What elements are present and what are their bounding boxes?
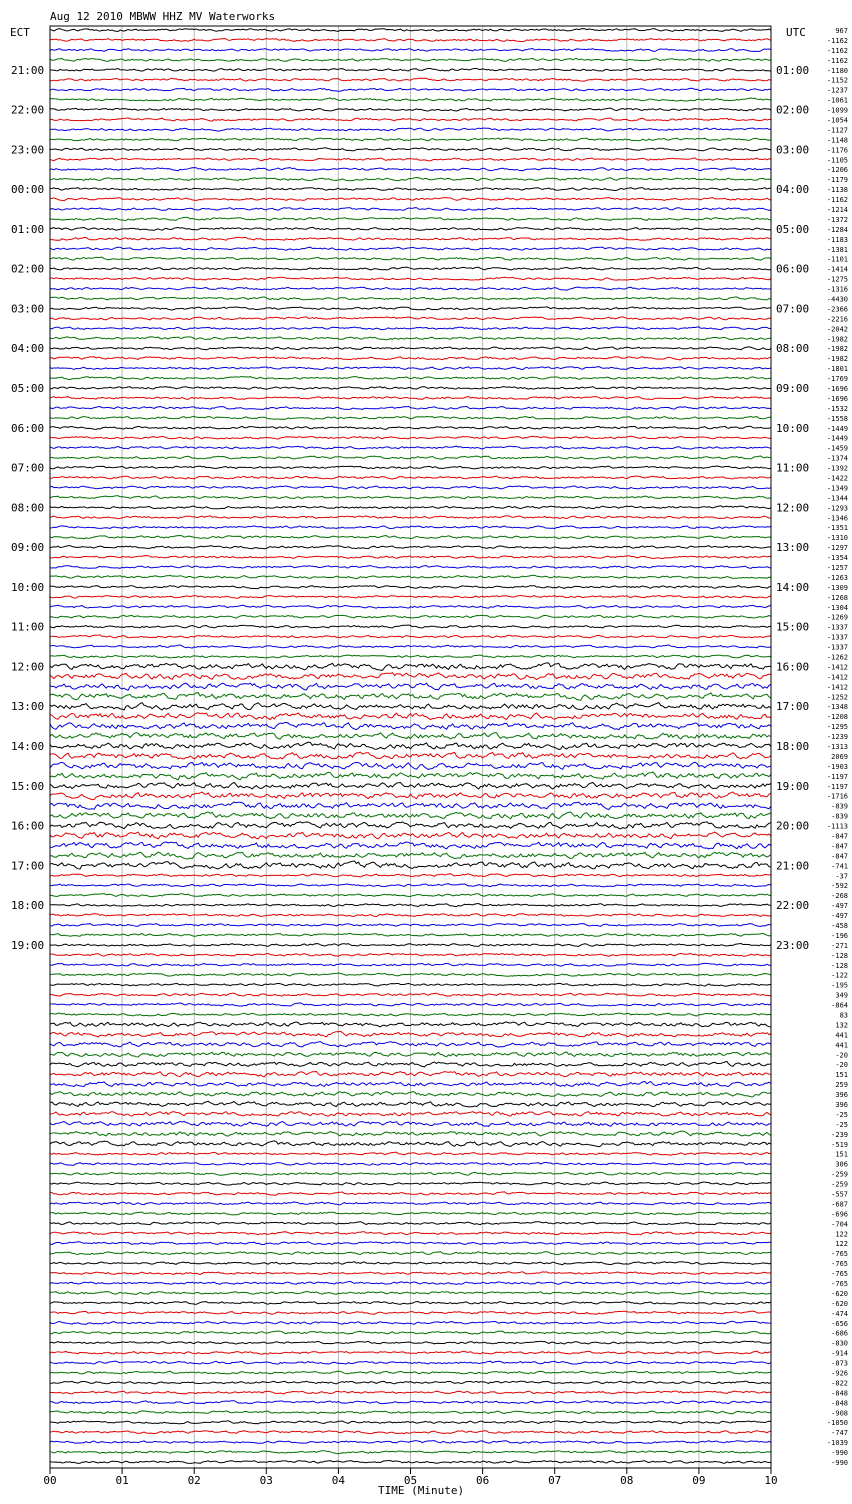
trace-offset-label: -1039 bbox=[826, 1439, 848, 1448]
trace-offset-label: -1148 bbox=[826, 136, 848, 145]
trace-offset-label: -1257 bbox=[826, 564, 848, 572]
trace-offset-label: -696 bbox=[831, 1210, 848, 1219]
right-hour-label: 15:00 bbox=[776, 620, 810, 634]
trace-offset-label: -765 bbox=[831, 1270, 848, 1279]
trace-offset-label: -1348 bbox=[826, 703, 848, 712]
trace-offset-label: -908 bbox=[831, 1409, 848, 1418]
trace-offset-label: -1162 bbox=[826, 196, 848, 205]
trace-offset-label: -765 bbox=[831, 1260, 848, 1269]
trace-offset-label: -1197 bbox=[826, 772, 848, 781]
trace-offset-label: -1532 bbox=[826, 404, 848, 413]
trace-offset-label: -519 bbox=[831, 1140, 848, 1149]
trace-offset-label: -128 bbox=[831, 961, 848, 970]
x-tick-label: 03 bbox=[259, 1474, 273, 1487]
trace-offset-label: -847 bbox=[831, 832, 848, 841]
trace-offset-label: -1183 bbox=[826, 235, 848, 244]
left-hour-labels bbox=[11, 64, 44, 952]
trace-offset-label: -122 bbox=[831, 971, 848, 980]
right-hour-label: 17:00 bbox=[776, 700, 810, 714]
trace-offset-label: -687 bbox=[831, 1200, 848, 1209]
trace-offset-label: -20 bbox=[835, 1061, 848, 1070]
trace-offset-label: -557 bbox=[831, 1190, 848, 1199]
trace-offset-label: -1414 bbox=[826, 265, 848, 274]
trace-offset-label: 306 bbox=[835, 1160, 848, 1169]
trace-offset-label: -765 bbox=[831, 1250, 848, 1259]
trace-offset-label: -458 bbox=[831, 922, 848, 930]
trace-offset-label: -1349 bbox=[826, 484, 848, 493]
left-hour-label: 18:00 bbox=[11, 899, 45, 913]
trace-offset-label: -990 bbox=[831, 1449, 848, 1458]
trace-offset-label: -25 bbox=[835, 1110, 848, 1119]
chart-title: Aug 12 2010 MBWW HHZ MV Waterworks bbox=[50, 10, 276, 23]
x-tick-label: 05 bbox=[403, 1474, 418, 1487]
x-tick-label: 04 bbox=[331, 1474, 346, 1487]
x-tick-label: 00 bbox=[43, 1474, 57, 1487]
trace-offset-label: -1275 bbox=[826, 275, 848, 284]
trace-offset-label: -1459 bbox=[826, 444, 848, 453]
trace-offset-label: 441 bbox=[835, 1041, 848, 1050]
trace-offset-label: -1050 bbox=[826, 1419, 848, 1428]
trace-offset-label: -1262 bbox=[826, 653, 848, 662]
left-hour-label: 11:00 bbox=[11, 620, 45, 634]
trace-offset-label: -747 bbox=[831, 1429, 848, 1438]
trace-offset-label: 2069 bbox=[831, 752, 848, 761]
left-hour-label: 03:00 bbox=[11, 302, 45, 316]
trace-offset-label: 151 bbox=[835, 1150, 848, 1159]
right-hour-label: 06:00 bbox=[776, 262, 810, 276]
left-hour-label: 16:00 bbox=[11, 819, 45, 833]
x-tick-label: 09 bbox=[692, 1474, 706, 1487]
left-hour-label: 17:00 bbox=[11, 859, 45, 873]
x-tick-label: 02 bbox=[187, 1474, 201, 1487]
trace-offset-label: -1162 bbox=[826, 46, 848, 55]
left-hour-label: 07:00 bbox=[11, 461, 45, 475]
trace-offset-label: -1180 bbox=[826, 66, 848, 75]
trace-offset-label: -1422 bbox=[826, 474, 848, 483]
trace-offset-label: -864 bbox=[831, 1001, 848, 1010]
trace-offset-label: -1696 bbox=[826, 385, 848, 393]
trace-offset-label: -1284 bbox=[826, 225, 848, 234]
trace-offset-label: -1293 bbox=[826, 504, 848, 513]
right-hour-label: 11:00 bbox=[776, 461, 810, 475]
trace-offset-label: -1208 bbox=[826, 713, 848, 722]
left-hour-label: 04:00 bbox=[11, 342, 45, 356]
trace-offset-label: -1374 bbox=[826, 454, 848, 463]
trace-offset-label: -1239 bbox=[826, 733, 848, 742]
trace-offset-label: 441 bbox=[835, 1031, 848, 1040]
right-hour-label: 10:00 bbox=[776, 421, 810, 435]
trace-offset-label: 259 bbox=[835, 1081, 848, 1090]
right-hour-label: 08:00 bbox=[776, 342, 810, 356]
trace-offset-label: -1558 bbox=[826, 414, 848, 423]
trace-offset-label: -1309 bbox=[826, 583, 848, 592]
left-hour-label: 19:00 bbox=[11, 938, 45, 952]
left-hour-label: 13:00 bbox=[11, 700, 45, 714]
left-hour-label: 02:00 bbox=[11, 262, 45, 276]
right-hour-label: 12:00 bbox=[776, 501, 810, 515]
trace-offset-label: -1769 bbox=[826, 375, 848, 384]
right-hour-label: 02:00 bbox=[776, 103, 810, 117]
trace-offset-label: -497 bbox=[831, 902, 848, 911]
trace-offset-label: -195 bbox=[831, 981, 848, 990]
trace-offset-label: -620 bbox=[831, 1299, 848, 1308]
trace-offset-label: -1099 bbox=[826, 106, 848, 115]
trace-offset-label: -1449 bbox=[826, 434, 848, 443]
left-hour-label: 00:00 bbox=[11, 183, 45, 197]
trace-offset-label: -1252 bbox=[826, 693, 848, 702]
trace-offset-label: -1313 bbox=[826, 743, 848, 751]
trace-offset-label: -1412 bbox=[826, 673, 848, 682]
trace-offset-label: -1412 bbox=[826, 663, 848, 672]
trace-offset-label: -259 bbox=[831, 1180, 848, 1189]
trace-offset-labels bbox=[827, 27, 848, 1467]
trace-offset-label: -474 bbox=[831, 1309, 848, 1318]
left-hour-label: 10:00 bbox=[11, 580, 45, 594]
right-hour-label: 18:00 bbox=[776, 740, 810, 753]
trace-offset-label: 122 bbox=[835, 1230, 848, 1239]
trace-offset-label: -1162 bbox=[826, 56, 848, 65]
trace-offset-label: -1392 bbox=[826, 464, 848, 473]
x-tick-label: 07 bbox=[548, 1474, 562, 1487]
right-hour-label: 22:00 bbox=[776, 899, 810, 913]
left-hour-label: 09:00 bbox=[11, 541, 45, 555]
trace-offset-label: -1206 bbox=[826, 166, 848, 175]
trace-offset-label: -1304 bbox=[826, 603, 848, 612]
trace-offset-label: -1903 bbox=[826, 762, 848, 771]
trace-offset-label: -1152 bbox=[826, 76, 848, 85]
trace-offset-label: -1344 bbox=[826, 494, 848, 503]
trace-offset-label: -128 bbox=[831, 951, 848, 960]
trace-offset-label: -1105 bbox=[826, 156, 848, 165]
right-hour-label: 05:00 bbox=[776, 222, 810, 236]
trace-offset-label: 396 bbox=[835, 1101, 848, 1109]
trace-offset-label: -656 bbox=[831, 1319, 848, 1328]
left-hour-label: 12:00 bbox=[11, 660, 45, 674]
trace-offset-label: -1346 bbox=[826, 514, 848, 523]
trace-offset-label: 122 bbox=[835, 1240, 848, 1249]
trace-offset-label: -848 bbox=[831, 1389, 848, 1398]
trace-offset-label: -259 bbox=[831, 1170, 848, 1179]
trace-offset-label: -1237 bbox=[826, 86, 848, 95]
trace-offset-label: -848 bbox=[831, 1399, 848, 1408]
x-axis-label: TIME (Minute) bbox=[378, 1484, 465, 1497]
trace-offset-label: -1269 bbox=[826, 613, 848, 622]
trace-offset-label: -1337 bbox=[826, 643, 848, 652]
left-hour-label: 01:00 bbox=[11, 222, 45, 236]
right-hour-label: 04:00 bbox=[776, 183, 810, 197]
right-hour-label: 23:00 bbox=[776, 938, 810, 952]
x-tick-label: 01 bbox=[115, 1474, 129, 1487]
trace-offset-label: -592 bbox=[831, 882, 848, 891]
trace-offset-label: -1101 bbox=[826, 255, 848, 264]
trace-offset-label: -1127 bbox=[826, 126, 848, 135]
right-hour-label: 21:00 bbox=[776, 859, 810, 873]
right-hour-label: 14:00 bbox=[776, 580, 810, 594]
trace-offset-label: -1162 bbox=[826, 36, 848, 45]
right-hour-label: 03:00 bbox=[776, 143, 810, 157]
trace-offset-label: -990 bbox=[831, 1459, 848, 1467]
trace-offset-label: -1113 bbox=[826, 822, 848, 831]
trace-offset-label: -1197 bbox=[826, 782, 848, 791]
trace-offset-label: -1696 bbox=[826, 394, 848, 403]
left-hour-label: 22:00 bbox=[11, 103, 45, 117]
trace-offset-label: -1982 bbox=[826, 355, 848, 364]
trace-offset-label: -1263 bbox=[826, 573, 848, 582]
trace-offset-label: 132 bbox=[835, 1021, 848, 1030]
trace-offset-label: -1354 bbox=[826, 554, 848, 563]
trace-offset-label: -25 bbox=[835, 1120, 848, 1129]
trace-offset-label: -1381 bbox=[826, 245, 848, 254]
trace-offset-label: -1138 bbox=[826, 186, 848, 195]
trace-offset-label: -1295 bbox=[826, 723, 848, 732]
right-timezone-label: UTC bbox=[786, 26, 806, 39]
trace-offset-label: -620 bbox=[831, 1289, 848, 1298]
trace-offset-label: -37 bbox=[835, 872, 848, 881]
left-hour-label: 08:00 bbox=[11, 501, 45, 515]
trace-offset-label: 967 bbox=[835, 27, 848, 35]
left-hour-label: 15:00 bbox=[11, 779, 45, 793]
trace-offset-label: -1176 bbox=[826, 146, 848, 155]
x-tick-label: 06 bbox=[475, 1474, 490, 1487]
trace-offset-label: -497 bbox=[831, 912, 848, 921]
trace-offset-label: -704 bbox=[831, 1220, 848, 1229]
trace-offset-label: -2042 bbox=[826, 325, 848, 334]
trace-offset-label: 151 bbox=[835, 1071, 848, 1080]
trace-offset-label: -268 bbox=[831, 892, 848, 901]
trace-offset-label: -2216 bbox=[826, 315, 848, 324]
trace-offset-label: -1054 bbox=[826, 116, 848, 125]
left-timezone-label: ECT bbox=[10, 26, 30, 39]
trace-offset-label: -196 bbox=[831, 931, 848, 940]
trace-offset-label: -839 bbox=[831, 812, 848, 821]
trace-offset-label: -4430 bbox=[826, 295, 848, 304]
trace-offset-label: -847 bbox=[831, 842, 848, 851]
trace-offset-label: -1297 bbox=[826, 544, 848, 553]
right-hour-labels bbox=[776, 64, 809, 952]
right-hour-label: 19:00 bbox=[776, 779, 810, 793]
trace-offset-label: -1337 bbox=[826, 623, 848, 632]
trace-offset-label: -1268 bbox=[826, 593, 848, 602]
trace-offset-label: 83 bbox=[839, 1011, 848, 1020]
trace-offset-label: -1316 bbox=[826, 285, 848, 294]
right-hour-label: 07:00 bbox=[776, 302, 810, 316]
trace-offset-label: -686 bbox=[831, 1329, 848, 1338]
trace-offset-label: -847 bbox=[831, 852, 848, 861]
trace-offset-label: -873 bbox=[831, 1359, 848, 1368]
trace-offset-label: -1982 bbox=[826, 345, 848, 354]
x-tick-label: 10 bbox=[764, 1474, 778, 1487]
x-tick-label: 08 bbox=[620, 1474, 634, 1487]
trace-offset-label: -20 bbox=[835, 1051, 848, 1060]
trace-offset-label: -1716 bbox=[826, 792, 848, 801]
trace-offset-label: -1351 bbox=[826, 524, 848, 533]
left-hour-label: 23:00 bbox=[11, 143, 45, 157]
left-hour-label: 14:00 bbox=[11, 740, 45, 753]
left-hour-label: 06:00 bbox=[11, 421, 45, 435]
right-hour-label: 16:00 bbox=[776, 660, 810, 674]
trace-offset-label: -1801 bbox=[826, 365, 848, 374]
trace-offset-label: -741 bbox=[831, 862, 848, 871]
trace-offset-label: -822 bbox=[831, 1379, 848, 1388]
right-hour-label: 13:00 bbox=[776, 541, 810, 555]
right-hour-label: 01:00 bbox=[776, 63, 810, 77]
trace-offset-label: -1214 bbox=[826, 206, 848, 214]
trace-offset-label: -1982 bbox=[826, 335, 848, 344]
trace-offset-label: -926 bbox=[831, 1369, 848, 1378]
trace-offset-label: -271 bbox=[831, 941, 848, 950]
left-hour-label: 05:00 bbox=[11, 382, 45, 395]
trace-offset-label: -830 bbox=[831, 1339, 848, 1348]
trace-offset-label: -1412 bbox=[826, 683, 848, 692]
trace-offset-label: -239 bbox=[831, 1130, 848, 1139]
trace-offset-label: 349 bbox=[835, 991, 848, 1000]
right-hour-label: 09:00 bbox=[776, 382, 810, 395]
trace-offset-label: -1337 bbox=[826, 633, 848, 642]
trace-offset-label: -1179 bbox=[826, 176, 848, 185]
trace-offset-label: -914 bbox=[831, 1349, 848, 1358]
trace-offset-label: -1310 bbox=[826, 534, 848, 543]
trace-offset-label: -1061 bbox=[826, 96, 848, 105]
trace-offset-label: -839 bbox=[831, 802, 848, 811]
trace-offset-label: 396 bbox=[835, 1091, 848, 1100]
trace-offset-label: -1449 bbox=[826, 424, 848, 433]
right-hour-label: 20:00 bbox=[776, 819, 810, 833]
left-hour-label: 21:00 bbox=[11, 63, 45, 77]
trace-offset-label: -1372 bbox=[826, 215, 848, 224]
trace-offset-label: -765 bbox=[831, 1280, 848, 1288]
trace-offset-label: -2366 bbox=[826, 305, 848, 314]
